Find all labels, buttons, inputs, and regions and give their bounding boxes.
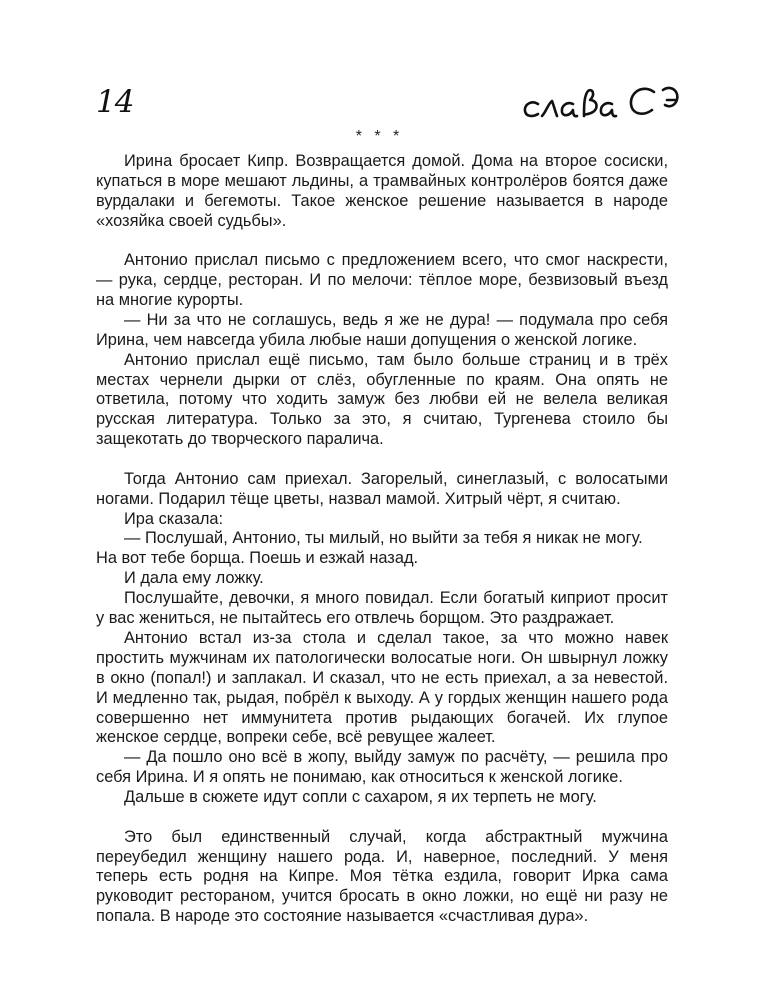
paragraph-gap: [96, 450, 668, 470]
paragraph: Послушайте, девочки, я много повидал. Если богатый киприот просит у вас жениться, не пытайтесь его отвлечь борщом. Это раздражает.: [96, 589, 668, 628]
paragraph: Антонио прислал письмо с предложением всего, что смог наскрести, — рука, сердце, ресторан. И по мелочи: тёплое море, безвизовый въезд на многие курорты.: [96, 251, 668, 309]
header-handwriting: [518, 70, 698, 130]
paragraph: — Послушай, Антонио, ты милый, но выйти за тебя я никак не могу.: [124, 529, 643, 548]
paragraph: Антонио встал из-за стола и сделал такое, за что можно навек простить мужчинам их патологически волосатые ноги. Он швырнул ложку в окно (попал!) и заплакал. И сказал, что не есть приехал, а за невестой. И медленно так, рыдая, побрёл к выходу. А у гордых женщин нашего рода совершенно нет иммунитета против рыдающих богачей. Их глупое женское сердце, вопреки себе, всё ревущее жалеет.: [96, 628, 668, 747]
paragraph: Ира сказала:: [124, 509, 224, 528]
paragraph: На вот тебе борща. Поешь и езжай назад.: [96, 549, 419, 568]
paragraph: И дала ему ложку.: [124, 569, 264, 588]
section-separator: * * *: [355, 128, 404, 145]
paragraph: — Ни за что не соглашусь, ведь я же не дура! — подумала про себя Ирина, чем навсегда убила любые наши допущения о женской логике.: [96, 310, 668, 349]
paragraph: Ирина бросает Кипр. Возвращается домой. Дома на второе сосиски, купаться в море мешают льдины, а трамвайных контролёров боятся даже вурдалаки и бегемоты. Такое женское решение называется в народе «хозяйка своей судьбы».: [96, 152, 668, 230]
paragraph-gap: [96, 808, 668, 828]
paragraph: Антонио прислал ещё письмо, там было больше страниц и в трёх местах чернели дырки от слёз, обугленные по краям. Она опять не ответила, потому что ходить замуж без любви ей не велела великая русская литература. Только за это, я считаю, Тургенева стоило бы защекотать до творческого паралича.: [96, 350, 668, 449]
page-number: 14: [96, 84, 134, 120]
handwritten-signature-icon: [518, 70, 698, 130]
paragraph: Дальше в сюжете идут сопли с сахаром, я их терпеть не могу.: [124, 788, 597, 807]
paragraph-gap: [96, 232, 668, 252]
paragraph: Это был единственный случай, когда абстрактный мужчина переубедил женщину нашего рода. И, наверное, последний. У меня теперь есть родня на Кипре. Моя тётка ездила, говорит Ирка сама руководит рестораном, учится бросать в окно ложки, но ещё ни разу не попала. В народе это состояние называется «счастливая дура».: [96, 827, 668, 926]
paragraph: Тогда Антонио сам приехал. Загорелый, синеглазый, с волосатыми ногами. Подарил тёще цветы, назвал мамой. Хитрый чёрт, я считаю.: [96, 469, 668, 508]
paragraph: — Да пошло оно всё в жопу, выйду замуж по расчёту, — решила про себя Ирина. И я опять не понимаю, как относиться к женской логике.: [96, 748, 668, 787]
text-body: [96, 152, 668, 927]
